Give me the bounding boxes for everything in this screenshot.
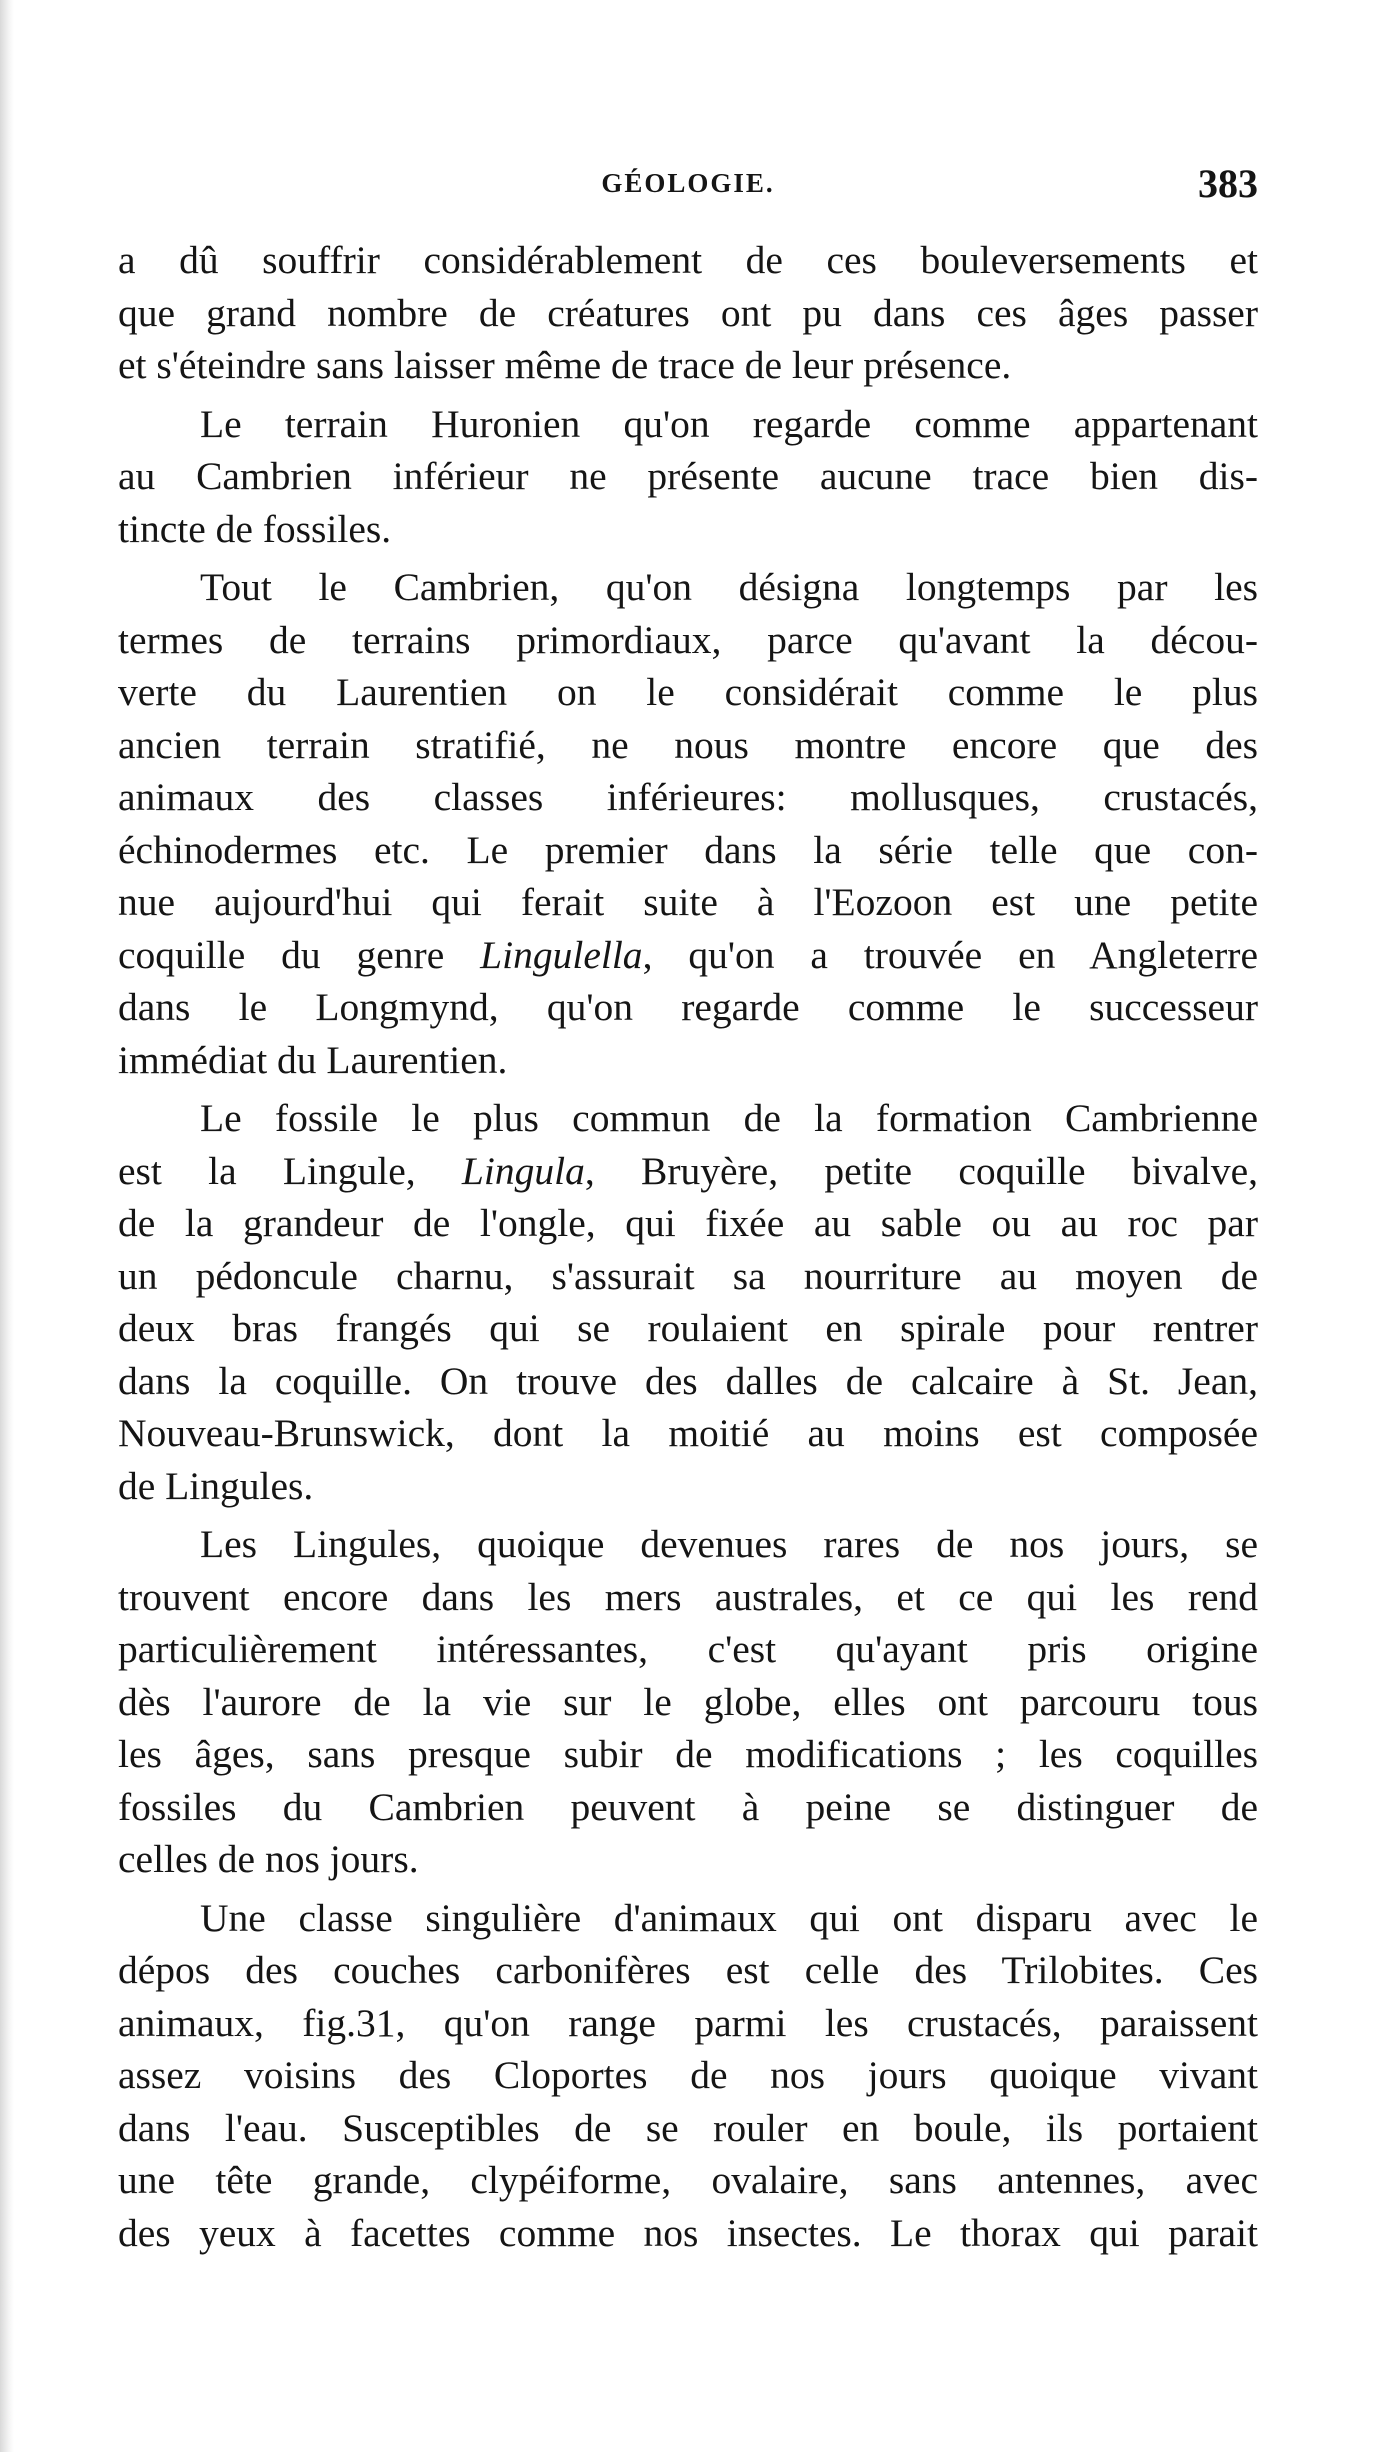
running-head [118, 158, 1258, 208]
text-line: des yeux à facettes comme nos insectes. Le thorax qui parait [118, 2210, 1258, 2255]
text-line-mixed [118, 929, 1258, 982]
text-line: ancien terrain stratifié, ne nous montre encore que des [118, 722, 1258, 767]
text-line: Le terrain Huronien qu'on regarde comme appartenant [200, 401, 1258, 446]
running-title: GÉOLOGIE. [601, 168, 775, 198]
text-line: une tête grande, clypéiforme, ovalaire, sans antennes, avec [118, 2158, 1258, 2202]
text-line: animaux des classes inférieures: mollusques, crustacés, [118, 775, 1258, 819]
text-line: celles de nos jours. [118, 1837, 419, 1881]
text-line: dans le Longmynd, qu'on regarde comme le successeur [118, 985, 1258, 1029]
text-line: trouvent encore dans les mers australes, et ce qui les rend [118, 1574, 1258, 1619]
text-line: deux bras frangés qui se roulaient en spirale pour rentrer [118, 1306, 1258, 1350]
text-line: les âges, sans presque subir de modifications ; les coquilles [118, 1732, 1258, 1776]
text-line: dans l'eau. Susceptibles de se rouler en boule, ils portaient [118, 2105, 1258, 2150]
text-line: nue aujourd'hui qui ferait suite à l'Eozoon est une petite [118, 880, 1258, 924]
text-line: immédiat du Laurentien. [118, 1037, 508, 1082]
paragraph-5 [118, 1518, 1258, 1886]
text-line: Nouveau-Brunswick, dont la moitié au moins est composée [118, 1411, 1258, 1455]
text-line: tincte de fossiles. [118, 506, 392, 551]
paragraph-4 [118, 1092, 1258, 1512]
text-line: fossiles du Cambrien peuvent à peine se distinguer de [118, 1784, 1258, 1829]
text-line: dans la coquille. On trouve des dalles de calcaire à St. Jean, [118, 1358, 1258, 1403]
text-line: termes de terrains primordiaux, parce qu'avant la décou- [118, 617, 1258, 662]
text-line: Le fossile le plus commun de la formation Cambrienne [200, 1096, 1258, 1140]
paragraph-1 [118, 234, 1258, 392]
text-line: échinodermes etc. Le premier dans la série telle que con- [118, 827, 1258, 872]
text-line: verte du Laurentien on le considérait comme le plus [118, 670, 1258, 714]
paragraph-6 [118, 1892, 1258, 2260]
paragraph-2 [118, 398, 1258, 556]
text-line: dès l'aurore de la vie sur le globe, elles ont parcouru tous [118, 1679, 1258, 1724]
text-line: un pédoncule charnu, s'assurait sa nourriture au moyen de [118, 1253, 1258, 1298]
taxon-name-italic: Lingula [461, 1148, 585, 1193]
text-line: de la grandeur de l'ongle, qui fixée au sable ou au roc par [118, 1201, 1258, 1245]
text-line: Tout le Cambrien, qu'on désigna longtemps par les [200, 565, 1258, 609]
paragraph-3 [118, 561, 1258, 1086]
text-line: particulièrement intéressantes, c'est qu'ayant pris origine [118, 1627, 1258, 1671]
page-number: 383 [1198, 161, 1258, 206]
text-fragment: est la Lingule, [118, 1148, 462, 1193]
text-line: que grand nombre de créatures ont pu dans ces âges passer [118, 290, 1258, 335]
text-fragment: coquille du genre [118, 932, 481, 977]
text-line: a dû souffrir considérablement de ces bouleversements et [118, 238, 1258, 282]
page-binding-edge [0, 0, 14, 2452]
body-text [118, 234, 1258, 2259]
text-line: Les Lingules, quoique devenues rares de nos jours, se [200, 1522, 1258, 1566]
text-fragment: , qu'on a trouvée en Angleterre [642, 932, 1258, 977]
text-line: dépos des couches carbonifères est celle des Trilobites. Ces [118, 1948, 1258, 1992]
text-line: animaux, fig.31, qu'on range parmi les crustacés, paraissent [118, 2000, 1258, 2045]
taxon-name-italic: Lingulella [480, 932, 643, 977]
text-fragment: , Bruyère, petite coquille bivalve, [584, 1148, 1258, 1193]
text-line-mixed [118, 1145, 1258, 1198]
text-line: de Lingules. [118, 1463, 314, 1508]
text-line: Une classe singulière d'animaux qui ont disparu avec le [200, 1895, 1258, 1940]
text-line: et s'éteindre sans laisser même de trace de leur présence. [118, 343, 1012, 387]
text-line: au Cambrien inférieur ne présente aucune trace bien dis- [118, 454, 1258, 498]
text-line: assez voisins des Cloportes de nos jours quoique vivant [118, 2053, 1258, 2097]
